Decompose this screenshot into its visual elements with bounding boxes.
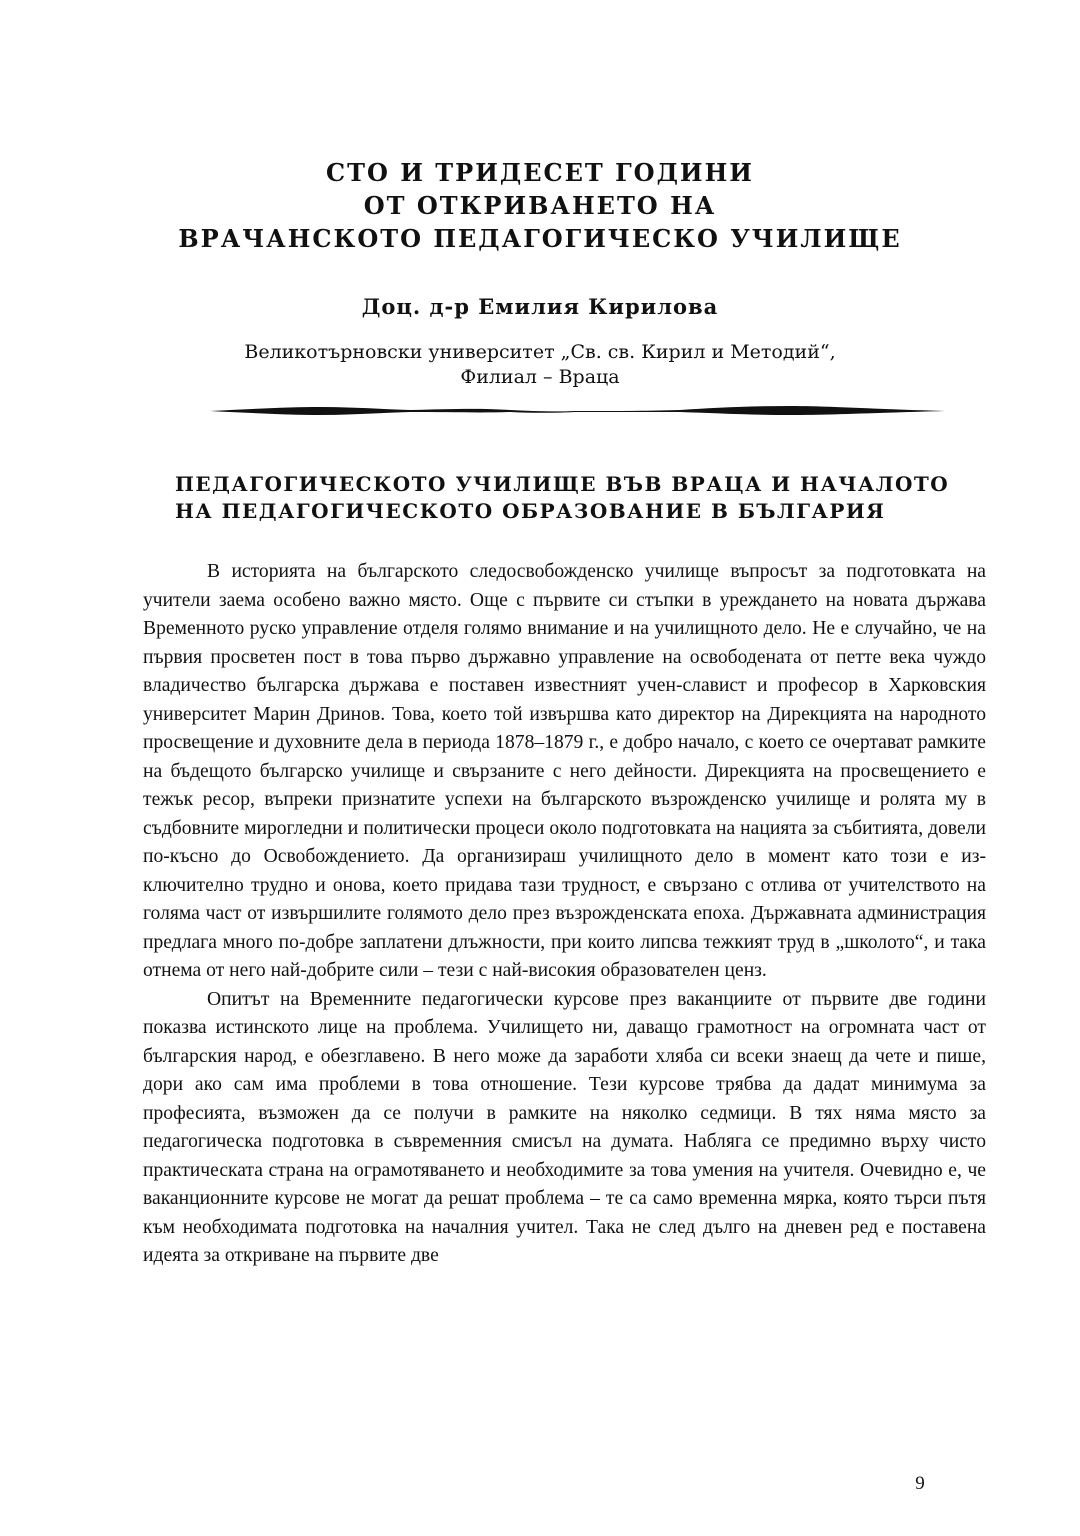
section-heading-line-1: ПЕДАГОГИЧЕСКОТО УЧИЛИЩЕ ВЪВ ВРАЦА И НАЧАЛОТО: [175, 472, 950, 496]
affiliation-line-1: Великотърновски университет „Св. св. Кирил и Методий“,: [244, 341, 836, 363]
author-affiliation: [0, 340, 1080, 390]
ornamental-divider: [210, 400, 945, 420]
body-text: [143, 558, 986, 1271]
author-name: Доц. д-р Емилия Кирилова: [361, 294, 719, 319]
title-line-1: СТО И ТРИДЕСЕТ ГОДИНИ: [326, 158, 754, 187]
section-heading: [175, 471, 975, 525]
affiliation-line-2: Филиал – Враца: [460, 366, 620, 388]
page-number: 9: [915, 1473, 925, 1494]
paragraph-2: Опитът на Временните педагогически курсове през ваканциите от първите две години показва истинското лице на проблема. Училището ни, даващо грамотност на огромната част от българския народ, е обезглавено. В него може да заработи хляба си всеки знаещ да чете и пише, дори ако сам има проблеми в това отношение. Тези курсове трябва да дадат минимума за професията, възможен да се получи в рамките на няколко седмици. В тях няма място за педагогическа подготовка в съвременния смисъл на думата. Набляга се предимно върху чисто практическата страна на ограмотяването и необходимите за това умения на учителя. Очевидно е, че ваканционните курсове не могат да решат проблема – те са само временна мярка, която търси пътя към необходимата подготовка на началния учител. Така не след дълго на дневен ред е поставена идеята за откриване на първите две: [143, 988, 986, 1266]
article-title: [0, 156, 1080, 255]
paragraph-1: В историята на българското следосвобожденско училище въпросът за подготовката на учители заема особено важно място. Още с първите си стъпки в уреждането на новата държава Временното руско управление отделя голямо внимание и на училищното дело. Не е случайно, че на първия просветен пост в това първо държавно управление на освободената от петте века чуждо владичество българска държава е поставен известният учен-славист и професор в Харковския университет Марин Дринов. Това, което той извършва като директор на Дирекцията на народното просвещение и духовните дела в периода 1878–1879 г., е добро начало, с което се очертават рамките на бъдещото българско училище и свързаните с него дейности. Дирекцията на просвещението е тежък ресор, въпреки признатите успехи на българското възрожденско училище и ролята му в съдбовните мирогледни и политически процеси около подготовката на нацията за събитията, довели по-късно до Освобождението. Да организираш училищното дело в момент като този е изключително трудно и онова, което придава тази трудност, е свързано с отлива от учителството на голяма част от извършилите голямото дело през възрожденската епоха. Държавната администрация предлага много по-добре заплатени длъжности, при които липсва тежкият труд в „школото“, и така отнема от него най-добрите сили – тези с най-високия образователен ценз.: [143, 561, 986, 981]
title-line-3: ВРАЧАНСКОТО ПЕДАГОГИЧЕСКО УЧИЛИЩЕ: [178, 224, 902, 253]
section-heading-line-2: НА ПЕДАГОГИЧЕСКОТО ОБРАЗОВАНИЕ В БЪЛГАРИЯ: [175, 499, 886, 523]
title-line-2: ОТ ОТКРИВАНЕТО НА: [363, 191, 717, 220]
